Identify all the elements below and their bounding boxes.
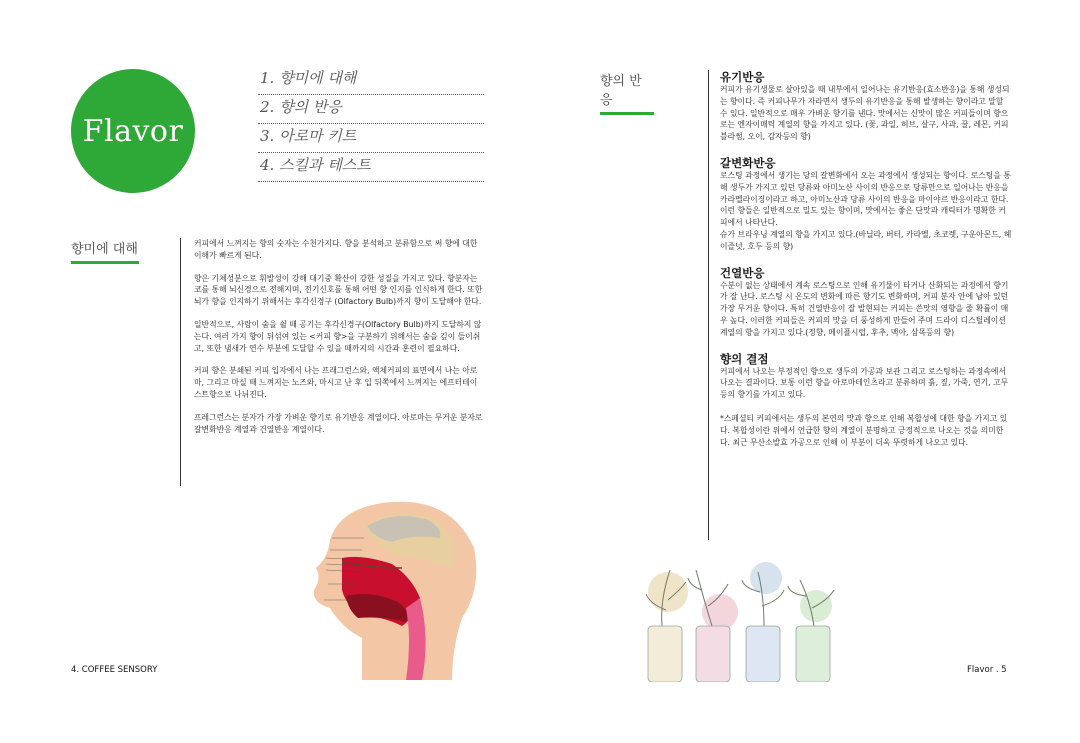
section-heading: 향의 결점 [720,351,769,366]
flavor-title-circle [71,69,195,193]
section-underline [600,112,654,115]
herb-jars-illustration [640,560,840,682]
paragraph: 커피 향은 분쇄된 커피 입자에서 나는 프래그런스와, 액체커피의 표면에서 나는 아로마, 그리고 마실 때 느껴지는 노즈와, 마시고 난 후 입 뒤쪽에서 느껴지는 에프터테이스트향으로 나뉘진다. [194,366,478,399]
intro-body-text [194,238,484,446]
paragraph: 이런 향들은 일반적으로 밀도 있는 향이며, 맛에서는 좋은 단맛과 캐릭터가 명확한 커피에서 나타난다. [720,206,1006,228]
paragraph: 슈가 브라우닝 계열의 향을 가지고 있다.(바닐라, 버터, 카라멜, 초코렛, 구운아몬드, 헤이즐넛, 호두 등의 향) [720,229,1012,251]
section-organic-reaction [720,70,1013,143]
paragraph: 프레그런스는 분자가 가장 가벼운 향기로 유기반응 계열이다. 아로마는 무거운 분자로 갈변화반응 계열과 건열반응 계열이다. [194,412,483,434]
footer-left: 4. COFFEE SENSORY [71,665,158,675]
section-heading: 갈변화반응 [720,155,776,170]
paragraph: 수분이 없는 상태에서 계속 로스팅으로 인해 유기물이 타거나 산화되는 과정에서 향기가 잘 난다. 로스팅 시 온도의 변화에 따른 향기도 변화하며, 커피 분자 안에 남아 있던 가장 무거운 향이다. 특히 건열반응이 잘 발현되는 커피는 쓴맛의 영향을 줄 확률이 매우 높다. 이러한 커피들은 커피의 맛을 더 풍성하게 만들어 주며 드라이 디스틸레이션 계열의 향을 가지고 있다.(정향, 메이플시럽, 후추, 맥아, 삼목등의 향) [720,280,1009,337]
section-label-flavor-about [71,238,139,264]
paragraph: 향은 기체성분으로 휘발성이 강해 대기중 확산이 강한 성질을 가지고 있다. 향분자는 코를 통해 뇌신경으로 전해지며, 전기신호를 통해 어떤 향 인지를 인식하게 한다. 또한 뇌가 향을 인지하기 위해서는 후각신경구 (Olfactory Bulb)까지 향이 도달해야 한다. [194,273,483,307]
column-divider [708,70,709,540]
toc-item-2[interactable]: 2. 향의 반응 [258,95,484,124]
column-divider [180,238,181,486]
section-label-text: 향의 반응 [600,74,642,108]
section-heading: 건열반응 [720,265,765,280]
specialty-note: *스페셜티 커피에서는 생두의 본연의 맛과 향으로 인해 복합성에 대한 향을 가지고 있다. 복합성이란 위에서 언급한 향의 계열이 분명하고 긍정적으로 나오는 것을 의미한다. 최근 무산소발효 가공으로 인해 이 부분이 더욱 뚜렷하게 나오고 있다. [720,413,1008,447]
section-underline [71,261,139,264]
section-label-text: 향미에 대해 [71,242,138,257]
section-aroma-defects [720,352,1013,401]
toc-item-4[interactable]: 4. 스킬과 테스트 [258,153,484,182]
paragraph: 커피가 유기생물로 살아있을 때 내부에서 일어나는 유기반응(효소반응)을 통해 생성되는 향이다. 즉 커피나무가 자라면서 생두의 유기반응을 통해 발생하는 향이라고 말할 수 있다. 일반적으로 매우 가벼운 향기를 낸다. 맛에서는 신맛이 많은 커피들이며 향으로는 엔자이매틱 계열의 향을 가지고 있다. (꽃, 과일, 허브, 살구, 사과, 꿀, 레몬, 커피블라썸, 오이, 감자등의 향) [720,85,1010,142]
paragraph: 로스팅 과정에서 생기는 당의 갈변화에서 오는 과정에서 생성되는 향이다. 로스팅을 통해 생두가 가지고 있던 당류와 아미노산 사이의 반응으로 당류만으로 일어나는 반응을 카라멜라이징이라고 하고, 아미노산과 당류 사이의 반응을 마이야르 반응이라고 한다. [720,170,1011,204]
reaction-column [720,70,1013,448]
section-label-aroma-reaction [600,70,654,115]
paragraph: 일반적으로, 사람이 숨을 쉴 때 공기는 후각신경구(Olfactory Bulb)까지 도달하지 않는다. 여러 가지 향이 뒤섞여 있는 <커피 향>을 구분하기 위해서는 숨을 깊이 들이쉬고, 또한 냄새가 연수 부분에 도달할 수 있을 때까지의 시간과 훈련이 필요하다. [194,319,482,353]
table-of-contents [258,66,484,182]
footer-right: Flavor . 5 [967,665,1007,675]
toc-item-1[interactable]: 1. 향미에 대해 [258,66,484,95]
paragraph: 커피에서 나오는 부정적인 향으로 생두의 가공과 보관 그리고 로스팅하는 과정속에서 나오는 결과이다. 보통 이런 향을 아로마테인츠라고 분류하며 흙, 짚, 가죽, 연기, 고무등의 향기를 가지고 있다. [720,366,1009,400]
section-heading: 유기반응 [720,70,765,84]
section-dry-distillation [720,266,1013,339]
nasal-anatomy-illustration [302,498,480,680]
page-title: Flavor [82,113,184,149]
toc-item-3[interactable]: 3. 아로마 키트 [258,124,484,153]
paragraph: 커피에서 느껴지는 향의 숫자는 수천가지다. 향을 분석하고 분류함으로 써 향에 대한 이해가 빠르게 된다. [194,239,478,260]
section-browning-reaction [720,156,1013,253]
